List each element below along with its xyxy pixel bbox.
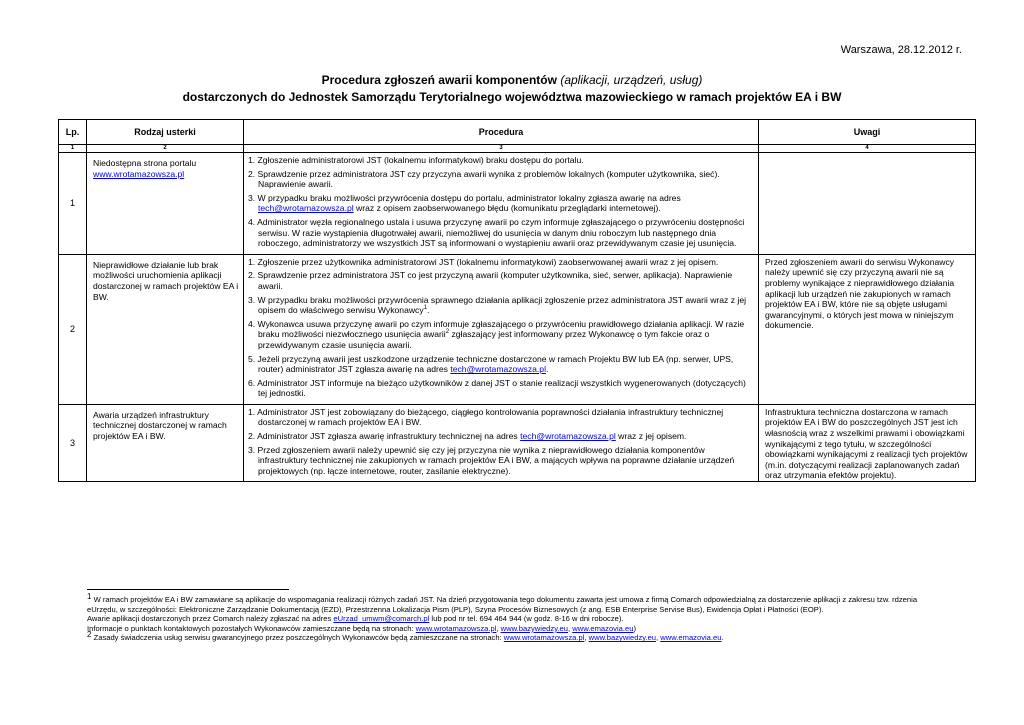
procedure-step: 1. Zgłoszenie przez użytkownika administratorowi JST (lokalnemu informatykowi) zaobserwowanej awarii wraz z jej opisem. xyxy=(248,256,719,267)
document-date: Warszawa, 28.12.2012 r. xyxy=(840,44,962,56)
col-number: 2 xyxy=(87,145,244,153)
footnote-text: Informacje o punktach kontaktowych pozostałych Wykonawców zamieszczane będą na stronach: xyxy=(87,623,414,633)
footnotes xyxy=(87,592,947,643)
step-end: . xyxy=(427,305,430,316)
footnote-text: Zasady świadczenia usług serwisu gwarancyjnego przez poszczególnych Wykonawców będą zamieszczane na stronach: xyxy=(93,633,502,643)
row-number: 3 xyxy=(59,404,87,482)
footnote-number: 1 xyxy=(87,592,92,601)
email-link[interactable]: tech@wrotamazowsza.pl xyxy=(258,203,354,214)
document-title xyxy=(0,72,1024,106)
site-link[interactable]: www.emazovia.eu xyxy=(660,633,722,643)
site-link[interactable]: www.wrotamazowsza.pl xyxy=(415,623,497,633)
footnote-1 xyxy=(87,592,947,614)
step-text-tail: zgłaszający jest informowany przez Wykonawcę o tym fakcie oraz o przewidywanym czasie usunięcia awarii. xyxy=(258,329,710,350)
step-text: 4. Wykonawca usuwa przyczynę awarii po czym informuje zgłaszającego o przywróceniu prawidłowego działania aplikacji. W razie braku możliwości niezwłocznego usunięcia awarii xyxy=(248,318,745,340)
title-line1-italic: (aplikacji, urządzeń, usług) xyxy=(560,73,703,87)
step-end: . xyxy=(546,364,549,375)
footnote-text: W ramach projektów EA i BW zamawiane są aplikacje do wspomagania realizacji różnych zadań JST. Na dzień przygotowania tego dokumentu zawarta jest umowa z firmą Comarch odpowiedzialną za dostarczenie aplikacji z zakresu tzw. rdzenia eUrzędu, w szczególności: Elektroniczne Zarządzanie Dokumentacją (EZD), Przestrzenna Lokalizacja Pism (PLP), Szyna Procesów Biznesowych (z ang. ESB Enterprise Servise Bus), Ewidencja Opłat i Płatności (EOP). xyxy=(87,595,918,614)
procedure-step: 1. Administrator JST jest zobowiązany do bieżącego, ciągłego kontrolowania poprawności działania infrastruktury technicznej dostarczonej w ramach projektów EA i BW. xyxy=(248,406,724,428)
footnote-text: Awarie aplikacji dostarczonych przez Comarch należy zgłaszać na adres xyxy=(87,614,332,624)
footnote-1-contact xyxy=(87,614,947,624)
site-link[interactable]: www.wrotamazowsza.pl xyxy=(503,633,585,643)
procedure-step: 3. Przed zgłoszeniem awarii należy upewnić się czy jej przyczyna nie wynika z nieprawidłowego działania komponentów infrastruktury technicznej nie zakupionych w ramach projektów EA i BW, a mających wpływa na poprawne działanie urządzeń projektowych (np. łącze internetowe, router, zasilanie elektryczne). xyxy=(248,444,735,476)
procedure-step: 4. Administrator węzła regionalnego ustala i usuwa przyczynę awarii po czym informuje zgłaszającego o przywróceniu dostępności serwisu. W razie wystąpienia długotrwałej awarii, niemożliwej do usunięcia w danym dniu roboczym lub następnego dnia roboczego, administratorzy we wszystkich JST są informowani o wystąpieniu awarii oraz przewidywanym czasie jej usunięcia. xyxy=(248,216,745,249)
procedure-step xyxy=(248,295,754,316)
header-lp: Lp. xyxy=(59,120,87,145)
footnote-text: lub pod nr tel. 694 464 944 (w godz. 8-16 w dni robocze). xyxy=(431,614,624,624)
comarch-email-link[interactable]: eUrzad_umwm@comarch.pl xyxy=(333,614,430,624)
procedure-steps xyxy=(244,404,759,482)
procedure-steps xyxy=(244,153,759,255)
column-number-row xyxy=(59,145,976,153)
procedure-steps xyxy=(244,254,759,404)
remarks: Infrastruktura techniczna dostarczona w ramach projektów EA i BW do poszczególnych JST jest ich własnością wraz z wszelkimi prawami i obowiązkami wynikającymi z tego tytułu, w szczególności obowiązkami wynikającymi z realizacji tych projektów (m.in. dotyczącymi realizacji zaplanowanych zadań oraz utrzymania efektów projektu). xyxy=(759,404,976,482)
table-header-row xyxy=(59,120,976,145)
row-number: 2 xyxy=(59,254,87,404)
footnote-ref[interactable]: 2 xyxy=(445,329,450,336)
table-row xyxy=(59,254,976,404)
header-procedura: Procedura xyxy=(244,120,759,145)
col-number: 4 xyxy=(759,145,976,153)
procedure-table xyxy=(58,119,976,482)
footnote-ref[interactable]: 1 xyxy=(423,305,427,312)
fault-type: Nieprawidłowe działanie lub brak możliwości uruchomienia aplikacji dostarczonej w ramach projektów EA i BW. xyxy=(87,254,244,404)
footnote-text: . xyxy=(721,633,724,643)
procedure-step: 2. Sprawdzenie przez administratora JST co jest przyczyną awarii (komputer użytkownika, sieć, serwer, aplikacja). Naprawienie awarii. xyxy=(248,270,733,291)
procedure-step: 1. Zgłoszenie administratorowi JST (lokalnemu informatykowi) braku dostępu do portalu. xyxy=(248,155,584,165)
step-text: 3. W przypadku braku możliwości przywrócenia sprawnego działania aplikacji zgłoszenie przez administratora JST awarii wraz z jej opisem do właściwego serwisu Wykonawcy xyxy=(248,294,747,316)
footnote-divider xyxy=(87,589,289,590)
title-line2: dostarczonych do Jednostek Samorządu Terytorialnego województwa mazowieckiego w ramach projektów EA i BW xyxy=(182,90,842,104)
col-number: 3 xyxy=(244,145,759,153)
procedure-step xyxy=(248,319,754,351)
row-number: 1 xyxy=(59,153,87,255)
table-row xyxy=(59,153,976,255)
footnote-text: ) xyxy=(633,623,636,633)
site-link[interactable]: www.emazovia.eu xyxy=(572,623,634,633)
email-link[interactable]: tech@wrotamazowsza.pl xyxy=(520,431,616,442)
fault-type-text: Niedostępna strona portalu xyxy=(93,158,197,168)
procedure-step: 2. Sprawdzenie przez administratora JST czy przyczyna awarii wynika z problemów lokalnych (komputer użytkownika, sieć). Naprawienie awarii. xyxy=(248,168,720,190)
site-link[interactable]: www.bazywiedzy.eu xyxy=(500,623,568,633)
table-row xyxy=(59,404,976,482)
remarks: Przed zgłoszeniem awarii do serwisu Wykonawcy należy upewnić się czy przyczyną awarii nie są problemy wynikające z nieprawidłowego działania aplikacji lub urządzeń nie zakupionych w ramach projektów EA i BW, które nie są objęte usługami gwarancyjnymi, o których jest mowa w niniejszym dokumencie. xyxy=(759,254,976,404)
footnote-number: 2 xyxy=(87,630,92,640)
email-link[interactable]: tech@wrotamazowsza.pl xyxy=(450,364,546,375)
fault-type: Awaria urządzeń infrastruktury technicznej dostarczonej w ramach projektów EA i BW. xyxy=(87,404,244,482)
procedure-step xyxy=(248,431,754,442)
site-link[interactable]: www.bazywiedzy.eu xyxy=(588,633,657,643)
header-uwagi: Uwagi xyxy=(759,120,976,145)
step-text: 2. Administrator JST zgłasza awarię infrastruktury technicznej na adres xyxy=(248,431,518,442)
header-rodzaj: Rodzaj usterki xyxy=(87,120,244,145)
step-text: 5. Jeżeli przyczyną awarii jest uszkodzone urządzenie techniczne dostarczone w ramach Projektu BW lub EA (np. serwer, UPS, router) administrator JST zgłasza awarię na adres xyxy=(248,353,734,375)
procedure-step: 6. Administrator JST informuje na bieżąco użytkowników z danej JST o stanie realizacji wszystkich wygenerowanych (dotyczących) tej jednostki. xyxy=(248,377,746,399)
fault-type xyxy=(87,153,244,255)
procedure-step xyxy=(248,193,754,214)
col-number: 1 xyxy=(59,145,87,153)
title-line1-bold: Procedura zgłoszeń awarii komponentów xyxy=(321,73,557,87)
remarks xyxy=(759,153,976,255)
step-text-tail: wraz z opisem zaobserwowanego błędu (komunikatu przeglądarki internetowej). xyxy=(356,203,661,214)
step-text-tail: wraz z jej opisem. xyxy=(618,431,687,442)
step-text: 3. W przypadku braku możliwości przywrócenia dostępu do portalu, administrator lokalny zgłasza awarię na adres xyxy=(248,192,681,203)
portal-link[interactable]: www.wrotamazowsza.pl xyxy=(93,168,185,179)
procedure-step xyxy=(248,354,754,375)
footnote-2: 2 Zasady świadczenia usług serwisu gwarancyjnego przez poszczególnych Wykonawców będą zamieszczane na stronach: www.wrotamazowsza.pl, www.bazywiedzy.eu, www.emazovia.eu. xyxy=(87,630,724,643)
footnote-1-sites: Informacje o punktach kontaktowych pozostałych Wykonawców zamieszczane będą na stronach: www.wrotamazowsza.pl, www.bazywiedzy.eu, www.emazovia.eu) xyxy=(87,623,636,633)
